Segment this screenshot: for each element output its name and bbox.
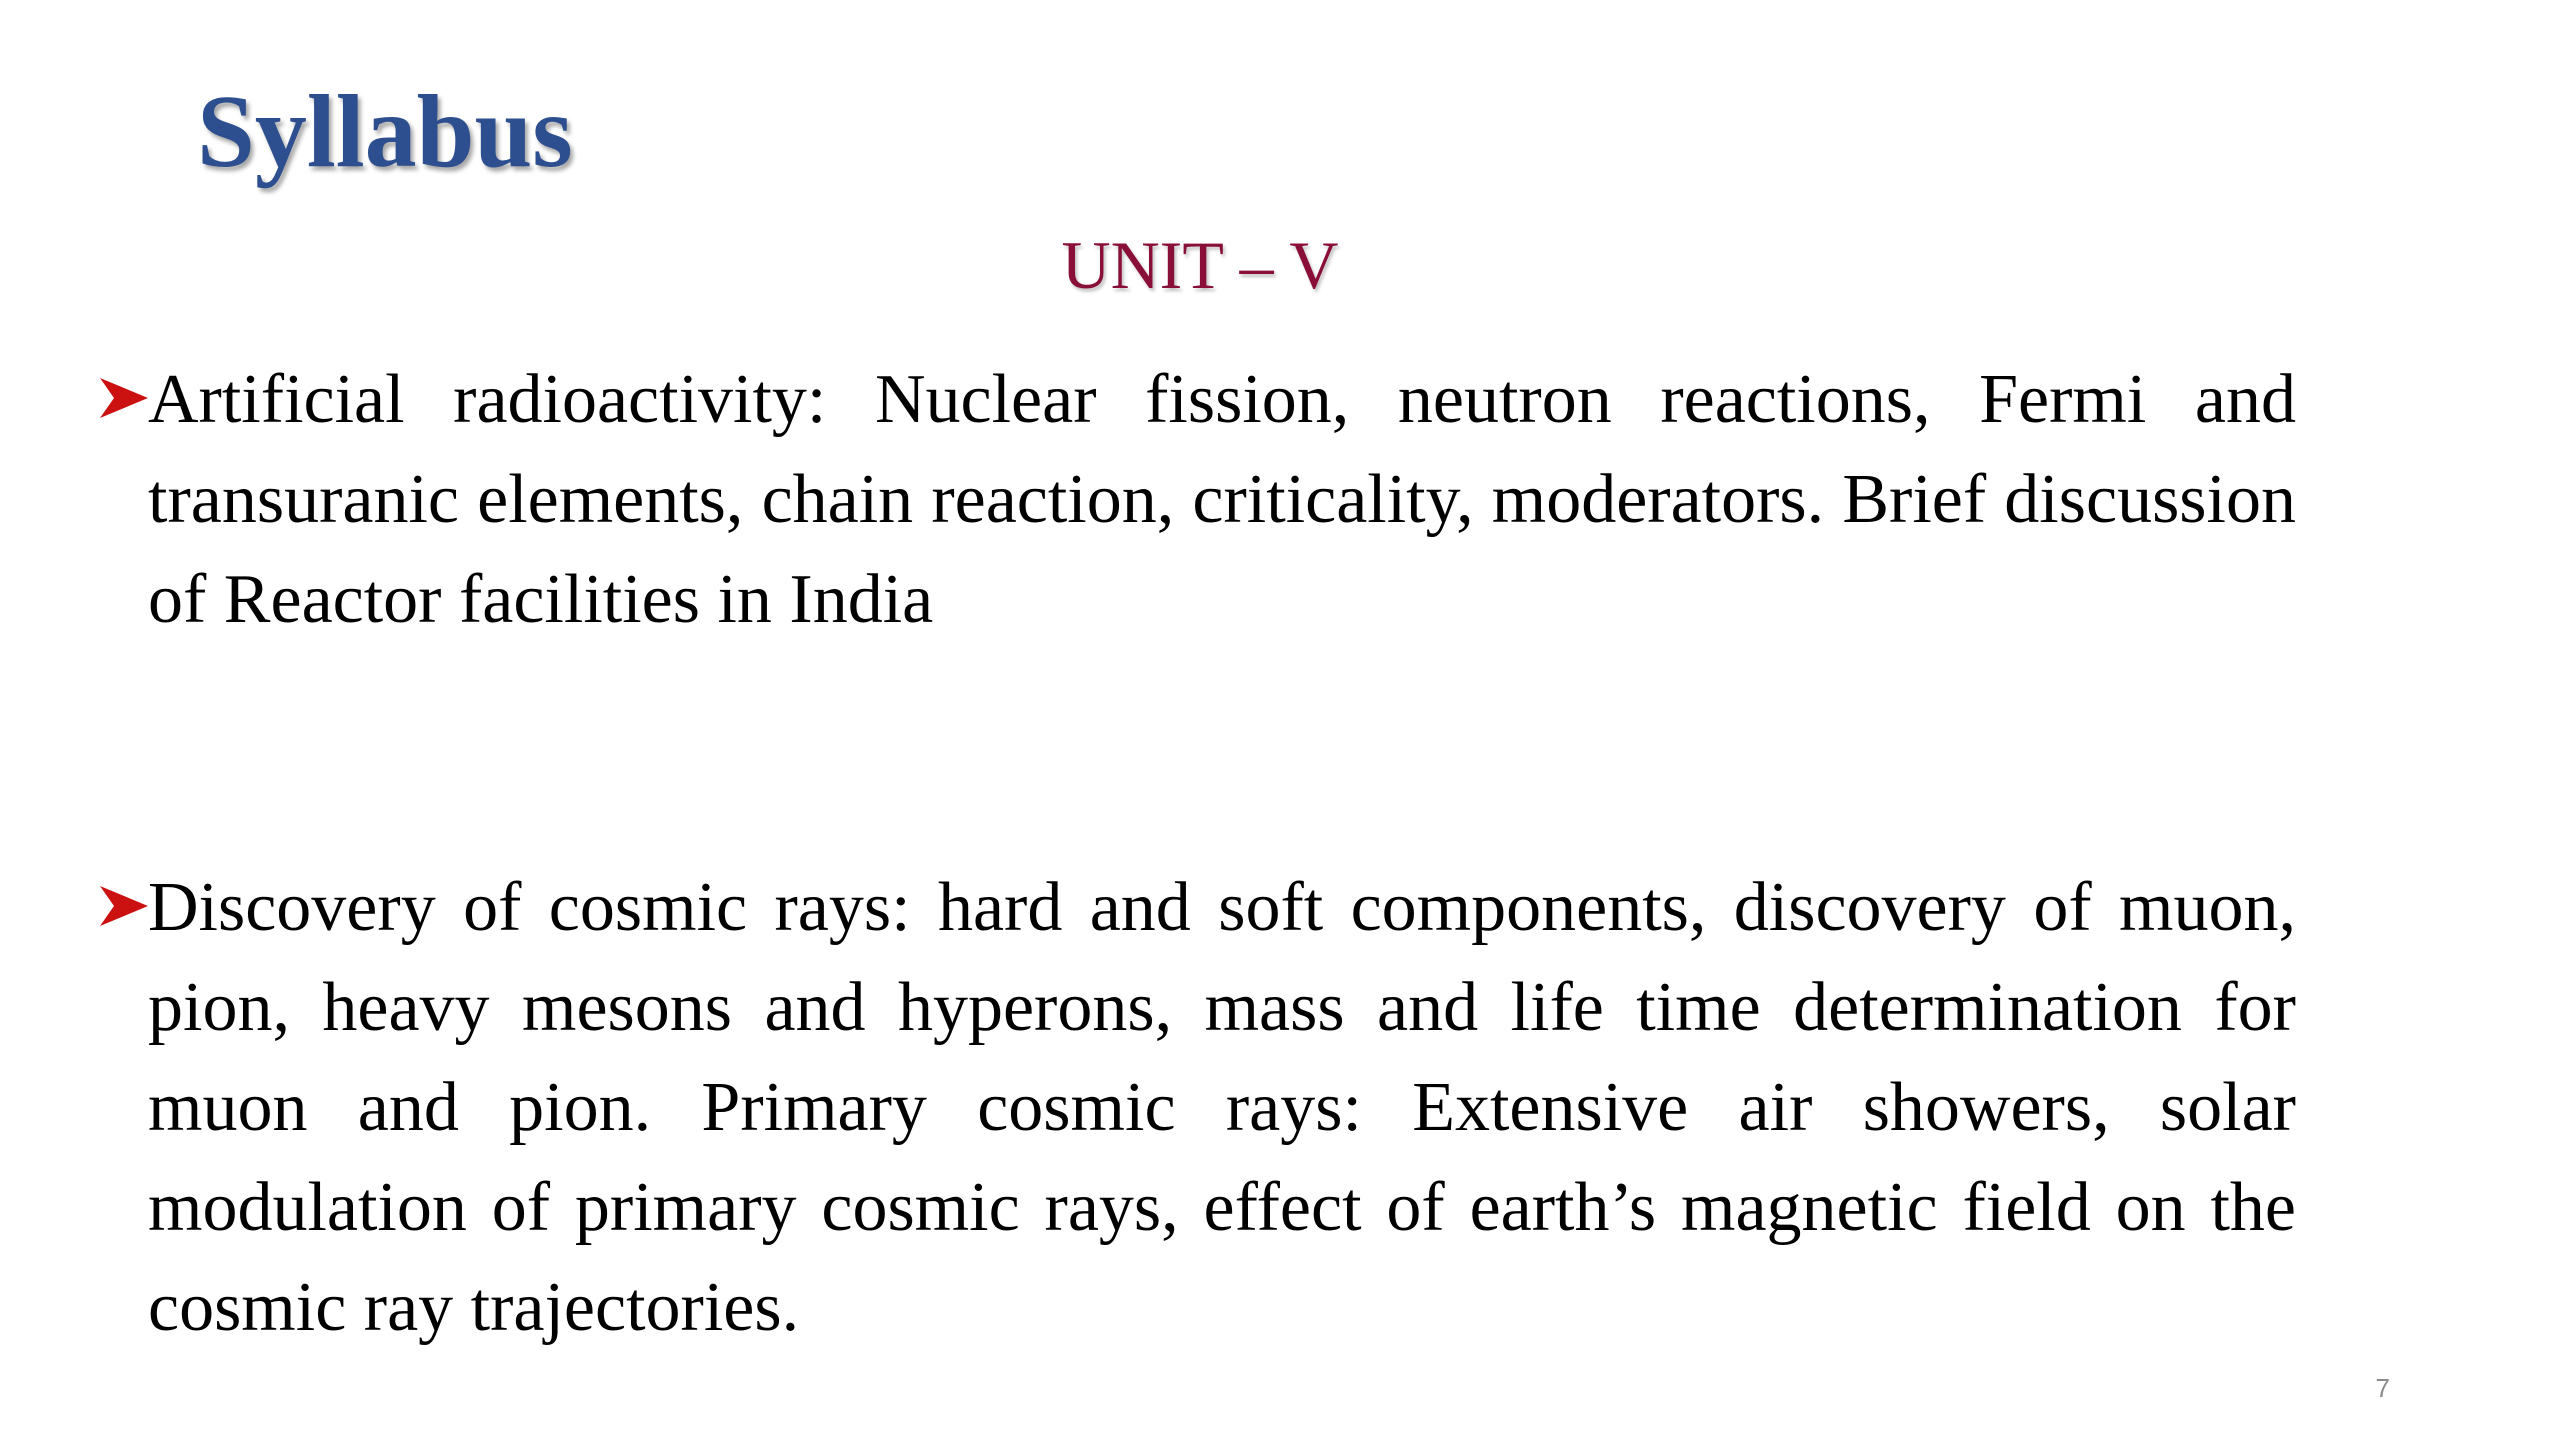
slide-number: 7 bbox=[2375, 1373, 2390, 1403]
arrowhead-bullet-icon bbox=[98, 372, 150, 424]
bullet-text: Artificial radioactivity: Nuclear fission, neutron reactions, Fermi and transuranic elements, chain reaction, criticality, moderators. Brief discussion of Reactor facilities in India bbox=[148, 361, 2296, 638]
unit-heading: UNIT – V bbox=[1061, 227, 1339, 303]
bullet-list bbox=[148, 350, 2296, 1440]
arrowhead-bullet-icon bbox=[98, 880, 150, 932]
list-item bbox=[148, 858, 2296, 1358]
slide-title: Syllabus bbox=[197, 74, 573, 189]
list-item bbox=[148, 350, 2296, 650]
bullet-text: Discovery of cosmic rays: hard and soft components, discovery of muon, pion, heavy mesons and hyperons, mass and life time determination for muon and pion. Primary cosmic rays: Extensive air showers, solar modulation of primary cosmic rays, effect of earth’s magnetic field on the cosmic ray trajectories. bbox=[148, 869, 2296, 1346]
